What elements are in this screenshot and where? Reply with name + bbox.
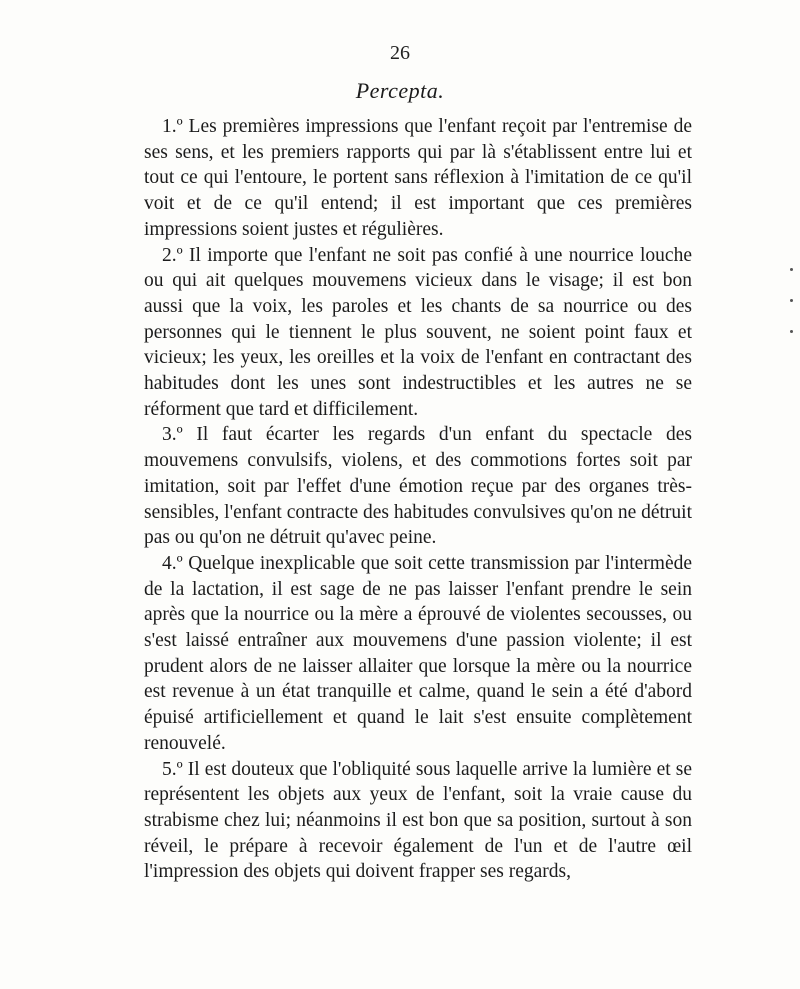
speck-mark bbox=[790, 299, 793, 302]
paragraph-4: 4.º Quelque inexplicable que soit cette transmission par l'intermède de la lactation, il est sage de ne pas laisser l'enfant prendre le sein après que la nourrice ou la mère a éprouvé de violentes secousses, ou s'est laissé entraîner aux mouvemens d'une passion violente; il est prudent alors de ne laisser allaiter que lorsque la mère ou la nourrice est revenue à un état tranquille et calme, quand le sein a été d'abord épuisé artificiellement et quand le lait s'est ensuite complètement renouvelé. bbox=[144, 552, 692, 754]
paragraph-1: 1.º Les premières impressions que l'enfant reçoit par l'entremise de ses sens, et les premiers rapports qui par là s'établissent entre lui et tout ce qui l'entoure, le portent sans réflexion à l'imitation de ce qu'il voit et de ce qu'il entend; il est important que ces premières impressions soient justes et régulières. bbox=[144, 116, 692, 240]
speck-mark bbox=[790, 268, 793, 271]
page-number: 26 bbox=[390, 42, 410, 64]
paragraph-3: 3.º Il faut écarter les regards d'un enfant du spectacle des mouvemens convulsifs, violens, et des commotions fortes soit par imitation, soit par l'effet d'une émotion reçue par des organes très-sensibles, l'enfant contracte des habitudes convulsives qu'on ne détruit pas ou qu'on ne détruit qu'avec peine. bbox=[144, 424, 693, 549]
body-text bbox=[144, 114, 692, 885]
section-title: Percepta. bbox=[355, 78, 445, 103]
page-edge-specks bbox=[788, 240, 796, 360]
speck-mark bbox=[790, 330, 793, 333]
paragraph-5: 5.º Il est douteux que l'obliquité sous laquelle arrive la lumière et se représentent les objets aux yeux de l'enfant, soit la vraie cause du strabisme chez lui; néanmoins il est bon que sa position, surtout à son réveil, le prépare à recevoir également de l'un et de l'autre œil l'impression des objets qui doivent frapper ses regards, bbox=[144, 758, 692, 883]
paragraph-2: 2.º Il importe que l'enfant ne soit pas confié à une nourrice louche ou qui ait quelques mouvemens vicieux dans le visage; il est bon aussi que la voix, les paroles et les chants de sa nourrice ou des personnes qui le tiennent le plus souvent, ne soient point faux et vicieux; les yeux, les oreilles et la voix de l'enfant en contractant des habitudes dont les unes sont indestructibles et les autres ne se réforment que tard et difficilement. bbox=[144, 244, 692, 420]
